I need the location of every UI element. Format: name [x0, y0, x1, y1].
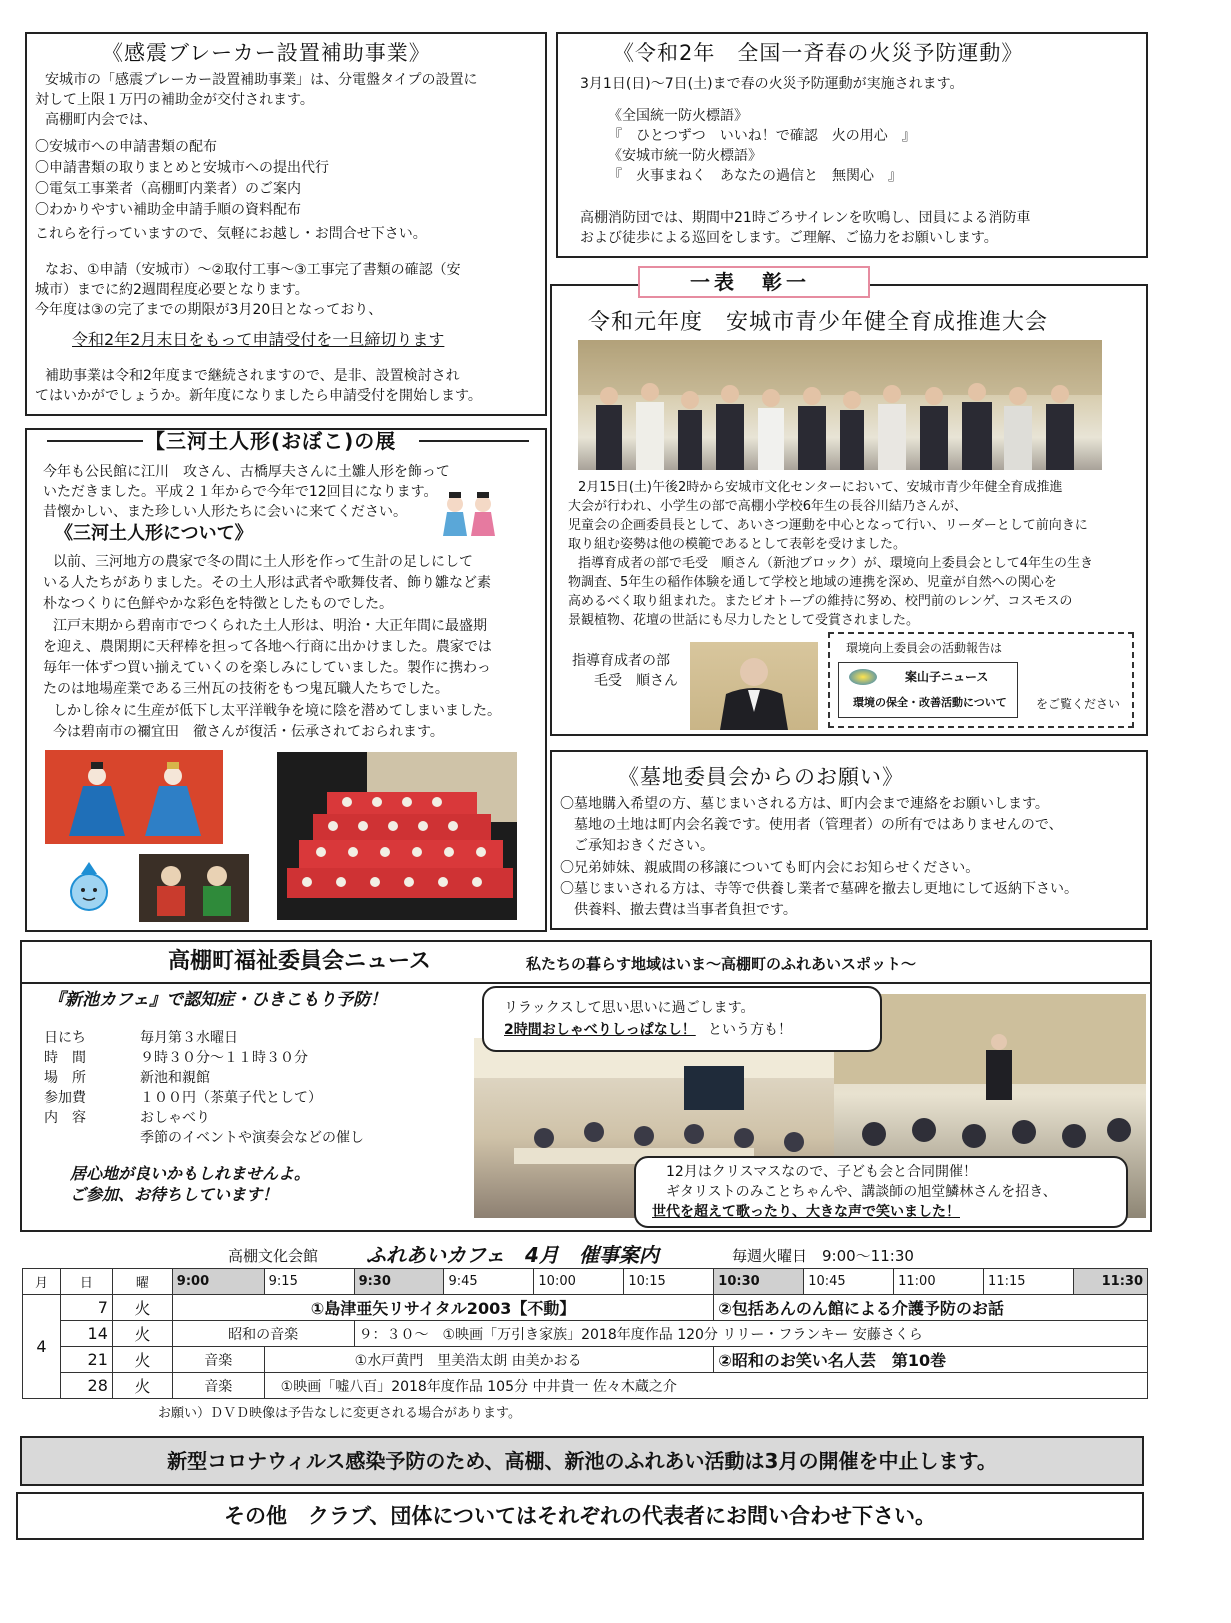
schedule-month: 4	[23, 1295, 61, 1399]
clay-doll-pair-photo	[45, 750, 223, 844]
header-month: 月	[23, 1269, 61, 1295]
person-illustration	[690, 642, 818, 730]
fire-text: 3月1日(日)～7日(土)まで春の火災予防運動が実施されます。	[580, 76, 964, 92]
cemetery-text: ご承知おきください。	[574, 838, 714, 854]
cafe-value: おしゃべり	[140, 1110, 210, 1126]
event-cell: 音楽	[172, 1373, 264, 1399]
kanshin-item: 〇電気工事業者（高棚町内業者）のご案内	[35, 181, 301, 197]
welfare-subtitle: 私たちの暮らす地域はいま～高棚町のふれあいスポット～	[526, 955, 917, 973]
time-slot: 10:45	[804, 1269, 894, 1295]
cemetery-text: 〇墓じまいされる方は、寺等で供養し業者で墓碑を撤去し更地にして返納下さい。	[560, 881, 1078, 897]
cemetery-section	[550, 750, 1148, 930]
header-day: 日	[60, 1269, 112, 1295]
kanshin-item: 〇申請書類の取りまとめと安城市への提出代行	[35, 160, 329, 176]
kanshin-text: 安城市の「感震ブレーカー設置補助事業」は、分電盤タイプの設置に	[45, 72, 478, 88]
time-slot: 10:30	[714, 1269, 804, 1295]
award-text: 物調査、5年生の稲作体験を通して学校と地域の連携を深め、児童が自然への関心を	[568, 575, 1057, 590]
event-cell: ②包括あんのん館による介護予防のお話	[714, 1295, 1148, 1321]
award-label	[638, 266, 870, 298]
event-cell: ①水戸黄門 里美浩太朗 由美かおる	[264, 1347, 714, 1373]
award-caption: 指導育成者の部	[572, 653, 670, 669]
time-slot: 11:00	[894, 1269, 984, 1295]
fire-slogan-label: 《安城市統一防火標語》	[608, 148, 762, 164]
dolls-text: 今は碧南市の禰宜田 徹さんが復活・伝承されておられます。	[53, 724, 444, 740]
dolls-text: 朴なつくりに色鮮やかな彩色を特徴としたものでした。	[43, 596, 393, 612]
award-text: 児童会の企画委員長として、あいさつ運動を中心となって行い、リーダーとして前向きに	[568, 518, 1088, 533]
dolls-subtitle: 《三河土人形について》	[55, 523, 253, 544]
table-row	[23, 1347, 1148, 1373]
dolls-text: いただきました。平成２１年からで今年で12回目になります。	[43, 484, 438, 500]
award-label-text: 一表 彰一	[690, 270, 810, 294]
schedule-note: お願い）ＤＶＤ映像は予告なしに変更される場合があります。	[158, 1406, 521, 1421]
award-text: 指導育成者の部で毛受 順さん（新池ブロック）が、環境向上委員会として4年生の生き	[578, 556, 1094, 571]
clubs-text: その他 クラブ、団体についてはそれぞれの代表者にお問い合わせ下さい。	[224, 1504, 936, 1528]
time-slot: 10:00	[534, 1269, 624, 1295]
fire-section	[556, 32, 1148, 258]
cafe-key: 内 容	[44, 1110, 86, 1126]
doll-tiers-illustration	[277, 752, 517, 920]
clubs-notice	[16, 1492, 1144, 1540]
doll-display-photo	[277, 752, 517, 920]
clay-doll-figures-photo	[139, 854, 249, 922]
kanshin-text: 補助事業は令和2年度まで継続されますので、是非、設置検討され	[45, 368, 460, 384]
cemetery-title: 《墓地委員会からのお願い》	[618, 765, 904, 789]
speech-bubble-bottom	[634, 1156, 1128, 1228]
event-cell: ９：３０～ ①映画「万引き家族」2018年度作品 120分 リリー・フランキー 安藤さくら	[354, 1321, 1147, 1347]
welfare-section	[20, 940, 1152, 1232]
award-person-photo	[690, 642, 818, 730]
kanshin-item: 〇わかりやすい補助金申請手順の資料配布	[35, 202, 301, 218]
dolls-section	[25, 428, 547, 932]
cemetery-text: 供養料、撤去費は当事者負担です。	[574, 902, 797, 918]
bubble-text: という方も！	[708, 1022, 792, 1038]
dolls-title-line	[419, 440, 529, 442]
award-text: 景観植物、花壇の世話にも尽力したとして受賞されました。	[568, 613, 920, 628]
schedule-dow: 火	[112, 1295, 172, 1321]
kanshin-text: 高棚町内会では、	[45, 112, 157, 128]
schedule-day: 21	[60, 1347, 112, 1373]
fire-text: および徒歩による巡回をします。ご理解、ご協力をお願いします。	[580, 230, 998, 246]
kanshin-section	[25, 32, 547, 416]
cemetery-text: 〇墓地購入希望の方、墓じまいされる方は、町内会まで連絡をお願いします。	[560, 796, 1049, 812]
kanshin-item: 〇安城市への申請書類の配布	[35, 139, 217, 155]
report-end: をご覧ください	[1036, 697, 1121, 711]
dolls-text: 江戸末期から碧南市でつくられた土人形は、明治・大正年間に最盛期	[53, 618, 487, 634]
award-text: 大会が行われ、小学生の部で高棚小学校6年生の長谷川結乃さんが、	[568, 499, 968, 514]
schedule-dow: 火	[112, 1373, 172, 1399]
bubble-text: 2時間おしゃべりしっぱなし！	[504, 1022, 696, 1038]
kanshin-deadline: 令和2年2月末日をもって申請受付を一旦締切ります	[72, 330, 445, 349]
fire-text: 高棚消防団では、期間中21時ごろサイレンを吹鳴し、団員による消防車	[580, 210, 1031, 226]
bubble-text: 世代を超えて歌ったり、大きな声で笑いました！	[652, 1204, 960, 1220]
dolls-title-line	[47, 440, 143, 442]
kanshin-text: これらを行っていますので、気軽にお越し・お問合せ下さい。	[35, 226, 427, 242]
schedule-day: 28	[60, 1373, 112, 1399]
students-illustration	[578, 340, 1102, 470]
report-name: 案山子ニュース	[905, 670, 989, 684]
schedule-day: 7	[60, 1295, 112, 1321]
table-row	[23, 1373, 1148, 1399]
kanshin-text: なお、①申請（安城市）～②取付工事～③工事完了書類の確認（安	[45, 262, 461, 278]
cafe-key: 場 所	[44, 1070, 86, 1086]
bubble-text: ギタリストのみことちゃんや、講談師の旭堂鱗林さんを招き、	[666, 1184, 1057, 1200]
award-caption: 毛受 順さん	[594, 673, 678, 689]
dolls-text: 以前、三河地方の農家で冬の間に土人形を作って生計の足しにして	[53, 554, 473, 570]
cafe-value: 季節のイベントや演奏会などの催し	[140, 1130, 364, 1146]
event-cell: ①映画「嘘八百」2018年度作品 105分 中井貴一 佐々木蔵之介	[264, 1373, 1147, 1399]
schedule-day: 14	[60, 1321, 112, 1347]
award-title: 令和元年度 安城市青少年健全育成推進大会	[588, 310, 1049, 335]
award-section	[550, 284, 1148, 736]
schedule-header-row	[23, 1269, 1148, 1295]
time-slot: 10:15	[624, 1269, 714, 1295]
schedule-dow: 火	[112, 1321, 172, 1347]
cafe-title: 『新池カフェ』で認知症・ひきこもり予防！	[48, 990, 388, 1010]
event-cell: ②昭和のお笑い名人芸 第10巻	[714, 1347, 1148, 1373]
kanshin-title: 《感震ブレーカー設置補助事業》	[102, 41, 431, 65]
report-card	[838, 662, 1018, 718]
dolls-text: 今年も公民館に江川 攻さん、古橋厚夫さんに土雛人形を飾って	[43, 464, 450, 480]
figures-illustration	[139, 854, 249, 922]
fire-slogan: 『 火事まねく あなたの過信と 無関心 』	[608, 168, 902, 184]
dolls-text: 昔懐かしい、また珍しい人形たちに会いに来てください。	[43, 504, 407, 520]
schedule-title: ふれあいカフェ 4月 催事案内	[366, 1243, 659, 1267]
award-text: 高めるべく取り組まれた。またビオトープの維持に努め、校門前のレンゲ、コスモスの	[568, 594, 1073, 609]
schedule-venue: 高棚文化会館	[228, 1247, 319, 1265]
welfare-header	[22, 942, 1150, 984]
award-text: 2月15日(土)午後2時から安城市文化センターにおいて、安城市青少年健全育成推進	[578, 480, 1063, 495]
dolls-text: を迎え、農閑期に天秤棒を担って各地へ行商に出かけました。農家では	[43, 639, 492, 655]
speech-bubble-top	[482, 986, 882, 1052]
schedule-dow: 火	[112, 1347, 172, 1373]
hina-illustration	[437, 492, 501, 538]
dolls-text: しかし徐々に生産が低下し太平洋戦争を境に陰を潜めてしまいました。	[53, 703, 501, 719]
table-row	[23, 1321, 1148, 1347]
event-cell: 音楽	[172, 1347, 264, 1373]
cafe-closing: ご参加、お待ちしています！	[70, 1185, 279, 1204]
cafe-key: 時 間	[44, 1050, 86, 1066]
dolls-text: いる人たちがありました。その土人形は武者や歌舞伎者、飾り雛など素	[43, 575, 491, 591]
cafe-closing: 居心地が良いかもしれませんよ。	[70, 1164, 311, 1183]
fire-title: 《令和2年 全国一斉春の火災予防運動》	[613, 41, 1024, 65]
kanshin-text: 対して上限１万円の補助金が交付されます。	[35, 92, 314, 108]
fire-slogan: 『 ひとつずつ いいね！で確認 火の用心 』	[608, 128, 916, 144]
cafe-key: 日にち	[44, 1030, 86, 1046]
fire-slogan-label: 《全国統一防火標語》	[608, 108, 748, 124]
kanshin-text: 今年度は③の完了までの期限が3月20日となっており、	[35, 302, 383, 318]
report-sub: 環境の保全・改善活動について	[853, 696, 1007, 709]
report-title: 環境向上委員会の活動報告は	[846, 641, 1003, 655]
table-row	[23, 1295, 1148, 1321]
corona-notice	[20, 1436, 1144, 1486]
dolls-text: たのは地場産業である三州瓦の技術をもつ鬼瓦職人たちでした。	[43, 681, 449, 697]
schedule-when: 毎週火曜日 9:00～11:30	[732, 1247, 914, 1265]
scarecrow-icon	[849, 669, 877, 685]
dolls-title: 【三河土人形(おぼこ)の展	[145, 429, 397, 453]
mascot-illustration	[61, 860, 117, 912]
time-slot: 11:30	[1073, 1269, 1147, 1295]
time-slot: 9:45	[444, 1269, 534, 1295]
event-cell: 昭和の音楽	[172, 1321, 354, 1347]
kanshin-text: 城市）までに約2週間程度必要となります。	[35, 282, 309, 298]
bubble-text: 12月はクリスマスなので、子ども会と合同開催！	[666, 1164, 977, 1180]
cafe-value: 新池和親館	[140, 1070, 210, 1086]
award-text: 取り組む姿勢は他の模範であるとして表彰を受けました。	[568, 537, 907, 552]
report-box	[828, 632, 1134, 728]
cemetery-text: 〇兄弟姉妹、親戚間の移譲についても町内会にお知らせください。	[560, 860, 980, 876]
time-slot: 9:00	[172, 1269, 264, 1295]
cafe-value: １００円（茶菓子代として）	[140, 1090, 322, 1106]
cafe-key: 参加費	[44, 1090, 86, 1106]
mascot-icon	[61, 860, 117, 912]
corona-text: 新型コロナウィルス感染予防のため、高棚、新池のふれあい活動は3月の開催を中止します。	[167, 1449, 997, 1473]
cemetery-text: 墓地の土地は町内会名義です。使用者（管理者）の所有ではありませんので、	[574, 817, 1063, 833]
schedule-table	[22, 1268, 1148, 1399]
cafe-value: 毎月第３水曜日	[140, 1030, 238, 1046]
dolls-text: 毎年一体ずつ買い揃えていくのを楽しみにしていました。製作に携わっ	[43, 660, 491, 676]
time-slot: 11:15	[984, 1269, 1074, 1295]
hina-doll-icon	[437, 492, 501, 538]
header-dow: 曜	[112, 1269, 172, 1295]
time-slot: 9:30	[354, 1269, 444, 1295]
welfare-title: 高棚町福祉委員会ニュース	[168, 949, 431, 974]
kanshin-text: てはいかがでしょうか。新年度になりましたら申請受付を開始します。	[35, 388, 482, 404]
event-cell: ①島津亜矢リサイタル2003【不動】	[172, 1295, 714, 1321]
doll-pair-illustration	[45, 750, 223, 844]
award-group-photo	[578, 340, 1102, 470]
time-slot: 9:15	[264, 1269, 354, 1295]
cafe-value: ９時３０分～１１時３０分	[140, 1050, 308, 1066]
bubble-text: リラックスして思い思いに過ごします。	[504, 1000, 755, 1016]
